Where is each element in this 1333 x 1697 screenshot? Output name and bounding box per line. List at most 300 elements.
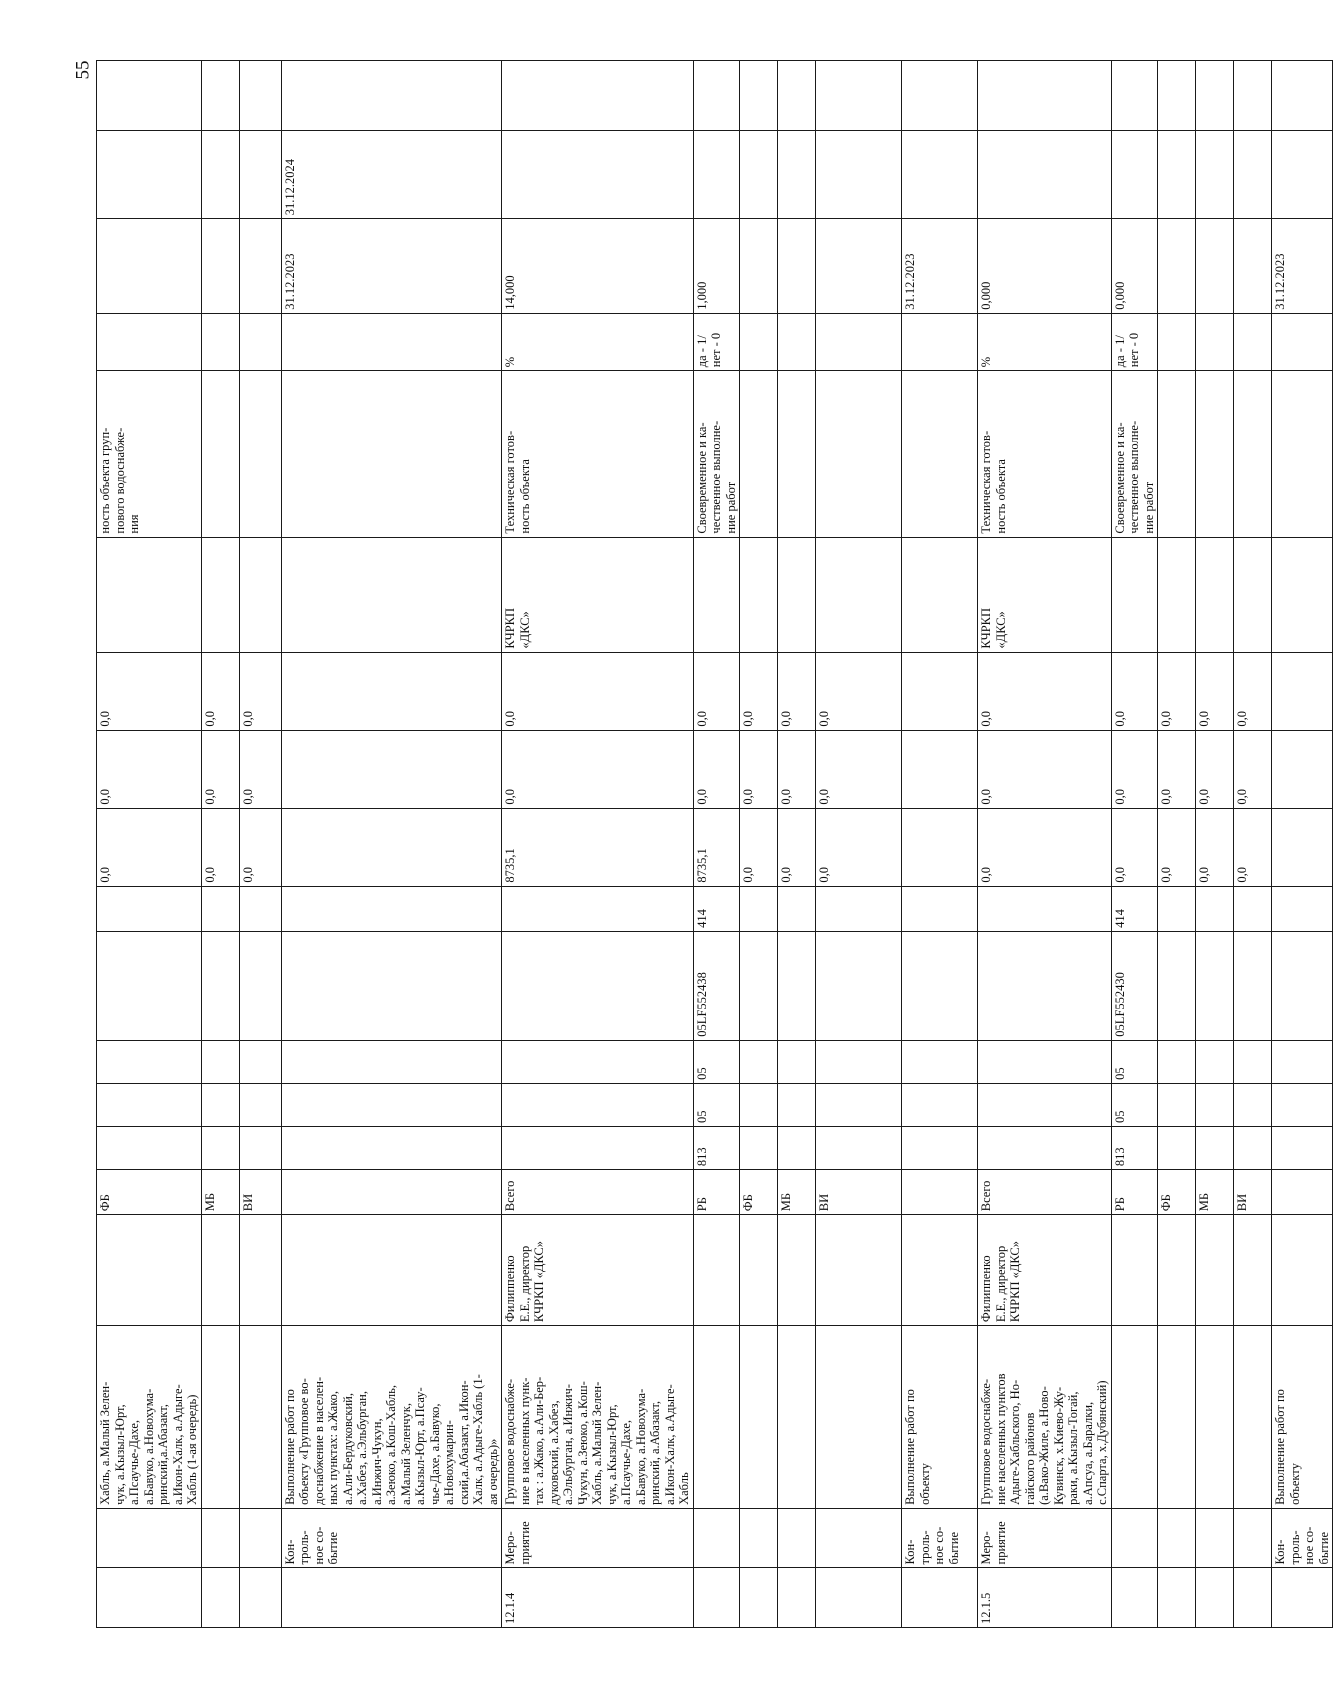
cell-sum-2025: [1272, 652, 1333, 730]
cell-executor: [816, 537, 902, 652]
cell-executor: [740, 537, 778, 652]
cell-unit: [778, 313, 816, 371]
cell-description: [1196, 1326, 1234, 1509]
cell-kbk-csr: [978, 931, 1112, 1040]
cell-type: [1158, 1508, 1196, 1568]
cell-executor: [201, 537, 239, 652]
cell-kbk-vr: [778, 886, 816, 931]
cell-description: [1158, 1326, 1196, 1509]
cell-value-2024: [816, 130, 902, 218]
cell-value-2025: [1158, 61, 1196, 131]
cell-description: Групповое водоснабже- ние в населенных пунк- тах : а.Жако, а.Али-Бер- дуковский, а.Хабез, а.Эльбурган, а.Инжич- Чукун, а.Зеюко, а.Кош- Хабль, а.Малый Зелен- чук, а.Кызыл-Юрт, а.Псаучье-Дахе, а.Бавуко, а.Новохума- ринский, а.Абазакт, а.Икон-Халк, а.Адыге- Хабль: [502, 1326, 694, 1509]
cell-value-2023: [1196, 219, 1234, 313]
table-row: [1196, 61, 1234, 1628]
cell-sum-2025: 0,0: [816, 652, 902, 730]
cell-unit: [201, 313, 239, 371]
cell-kbk-csr: 05LF552430: [1111, 931, 1158, 1040]
table-row: [1234, 61, 1272, 1628]
cell-value-2023: 0,000: [1111, 219, 1158, 313]
cell-kbk-vr: [978, 886, 1112, 931]
cell-type: Меро- приятие: [502, 1508, 694, 1568]
cell-value-2023: 31.12.2023: [281, 219, 502, 313]
cell-sum-2023: 0,0: [1111, 808, 1158, 886]
cell-kbk-vr: [281, 886, 502, 931]
cell-kbk-rz: [1196, 1083, 1234, 1126]
cell-description: [740, 1326, 778, 1509]
cell-indicator: Техническая готов- ность объекта: [978, 371, 1112, 537]
cell-sum-2025: 0,0: [978, 652, 1112, 730]
cell-value-2024: [502, 130, 694, 218]
cell-value-2024: [778, 130, 816, 218]
cell-description: Выполнение работ по объекту: [1272, 1326, 1333, 1509]
cell-sum-2025: [281, 652, 502, 730]
cell-unit: [1234, 313, 1272, 371]
cell-kbk-rz: [902, 1083, 978, 1126]
cell-funding-source: ФБ: [1158, 1170, 1196, 1215]
cell-sum-2024: 0,0: [816, 730, 902, 808]
cell-responsible: [1158, 1215, 1196, 1326]
table-row: [201, 61, 239, 1628]
cell-sum-2023: 8735,1: [502, 808, 694, 886]
cell-sum-2025: 0,0: [239, 652, 281, 730]
cell-item-number: [97, 1568, 202, 1628]
cell-value-2024: [740, 130, 778, 218]
cell-kbk-pr: [1234, 1040, 1272, 1083]
cell-kbk-pr: [281, 1040, 502, 1083]
cell-indicator: [778, 371, 816, 537]
cell-sum-2025: 0,0: [740, 652, 778, 730]
cell-executor: [1158, 537, 1196, 652]
cell-kbk-rz: [1272, 1083, 1333, 1126]
cell-indicator: [902, 371, 978, 537]
cell-sum-2023: 0,0: [740, 808, 778, 886]
cell-sum-2025: 0,0: [502, 652, 694, 730]
cell-value-2025: [902, 61, 978, 131]
cell-indicator: [740, 371, 778, 537]
cell-kbk-vr: [1158, 886, 1196, 931]
cell-kbk-gr: [201, 1126, 239, 1169]
cell-kbk-csr: [502, 931, 694, 1040]
cell-responsible: [281, 1215, 502, 1326]
cell-value-2024: [1234, 130, 1272, 218]
cell-funding-source: МБ: [778, 1170, 816, 1215]
cell-value-2024: [201, 130, 239, 218]
cell-type: [201, 1508, 239, 1568]
cell-sum-2023: 8735,1: [693, 808, 740, 886]
cell-funding-source: ФБ: [97, 1170, 202, 1215]
cell-value-2025: [502, 61, 694, 131]
cell-sum-2025: 0,0: [778, 652, 816, 730]
cell-kbk-csr: [816, 931, 902, 1040]
cell-value-2023: 31.12.2023: [1272, 219, 1333, 313]
cell-executor: [693, 537, 740, 652]
cell-kbk-pr: [1196, 1040, 1234, 1083]
cell-sum-2024: 0,0: [1234, 730, 1272, 808]
cell-kbk-pr: 05: [693, 1040, 740, 1083]
table-row: [816, 61, 902, 1628]
cell-sum-2025: 0,0: [1111, 652, 1158, 730]
cell-unit: да - 1/ нет - 0: [693, 313, 740, 371]
cell-responsible: [239, 1215, 281, 1326]
cell-funding-source: РБ: [1111, 1170, 1158, 1215]
cell-indicator: [239, 371, 281, 537]
cell-sum-2024: 0,0: [978, 730, 1112, 808]
cell-responsible: [778, 1215, 816, 1326]
cell-responsible: [693, 1215, 740, 1326]
cell-responsible: [97, 1215, 202, 1326]
cell-item-number: [1158, 1568, 1196, 1628]
cell-description: [693, 1326, 740, 1509]
cell-value-2024: [1158, 130, 1196, 218]
cell-kbk-vr: [97, 886, 202, 931]
cell-unit: %: [502, 313, 694, 371]
cell-funding-source: РБ: [693, 1170, 740, 1215]
cell-unit: [902, 313, 978, 371]
cell-kbk-gr: [1272, 1126, 1333, 1169]
cell-item-number: 12.1.4: [502, 1568, 694, 1628]
cell-item-number: [902, 1568, 978, 1628]
table-row: [1111, 61, 1158, 1628]
cell-kbk-csr: [239, 931, 281, 1040]
cell-value-2024: [1196, 130, 1234, 218]
cell-unit: [816, 313, 902, 371]
cell-unit: да - 1/ нет - 0: [1111, 313, 1158, 371]
cell-indicator: Своевременное и ка- чественное выполне- ние работ: [1111, 371, 1158, 537]
cell-sum-2025: 0,0: [693, 652, 740, 730]
cell-sum-2023: 0,0: [1196, 808, 1234, 886]
cell-description: [816, 1326, 902, 1509]
table-row: [97, 61, 202, 1628]
cell-kbk-pr: 05: [1111, 1040, 1158, 1083]
cell-executor: КЧРКП «ДКС»: [502, 537, 694, 652]
cell-executor: [1272, 537, 1333, 652]
cell-responsible: [1111, 1215, 1158, 1326]
cell-responsible: [740, 1215, 778, 1326]
cell-item-number: [281, 1568, 502, 1628]
cell-kbk-pr: [239, 1040, 281, 1083]
cell-item-number: [1196, 1568, 1234, 1628]
cell-executor: [778, 537, 816, 652]
table-body: [97, 61, 1333, 1628]
cell-sum-2023: 0,0: [1158, 808, 1196, 886]
cell-unit: %: [978, 313, 1112, 371]
cell-value-2023: [97, 219, 202, 313]
cell-funding-source: ФБ: [740, 1170, 778, 1215]
cell-kbk-csr: [902, 931, 978, 1040]
cell-funding-source: Всего: [978, 1170, 1112, 1215]
cell-executor: [1196, 537, 1234, 652]
cell-kbk-rz: [97, 1083, 202, 1126]
cell-funding-source: [1272, 1170, 1333, 1215]
cell-executor: [97, 537, 202, 652]
cell-value-2024: [1272, 130, 1333, 218]
cell-executor: [1111, 537, 1158, 652]
cell-kbk-rz: [281, 1083, 502, 1126]
cell-sum-2024: 0,0: [201, 730, 239, 808]
cell-sum-2023: 0,0: [97, 808, 202, 886]
cell-item-number: [1111, 1568, 1158, 1628]
cell-type: [693, 1508, 740, 1568]
cell-funding-source: Всего: [502, 1170, 694, 1215]
cell-unit: [1158, 313, 1196, 371]
cell-kbk-rz: [201, 1083, 239, 1126]
cell-value-2025: [201, 61, 239, 131]
cell-sum-2023: 0,0: [816, 808, 902, 886]
cell-item-number: [1272, 1568, 1333, 1628]
cell-value-2024: 31.12.2024: [281, 130, 502, 218]
cell-kbk-pr: [502, 1040, 694, 1083]
cell-responsible: [902, 1215, 978, 1326]
cell-type: [740, 1508, 778, 1568]
cell-kbk-pr: [902, 1040, 978, 1083]
program-measures-table: [96, 60, 1333, 1628]
cell-kbk-gr: [740, 1126, 778, 1169]
cell-value-2025: [1111, 61, 1158, 131]
cell-value-2023: 1,000: [693, 219, 740, 313]
cell-value-2024: [239, 130, 281, 218]
cell-description: [239, 1326, 281, 1509]
cell-description: [201, 1326, 239, 1509]
cell-kbk-gr: 813: [1111, 1126, 1158, 1169]
cell-kbk-gr: [902, 1126, 978, 1169]
cell-executor: [239, 537, 281, 652]
cell-sum-2025: 0,0: [97, 652, 202, 730]
cell-value-2025: [740, 61, 778, 131]
rotated-table-wrapper: [96, 60, 1331, 1628]
table-row: [502, 61, 694, 1628]
cell-sum-2024: 0,0: [1111, 730, 1158, 808]
cell-kbk-gr: [239, 1126, 281, 1169]
cell-kbk-vr: [816, 886, 902, 931]
cell-value-2024: [902, 130, 978, 218]
cell-sum-2024: 0,0: [239, 730, 281, 808]
cell-responsible: [201, 1215, 239, 1326]
cell-type: [97, 1508, 202, 1568]
cell-funding-source: МБ: [201, 1170, 239, 1215]
cell-value-2023: [201, 219, 239, 313]
cell-kbk-rz: [778, 1083, 816, 1126]
cell-value-2025: [1272, 61, 1333, 131]
cell-item-number: 12.1.5: [978, 1568, 1112, 1628]
cell-kbk-gr: [1234, 1126, 1272, 1169]
cell-value-2023: 31.12.2023: [902, 219, 978, 313]
cell-kbk-pr: [978, 1040, 1112, 1083]
cell-kbk-vr: [1234, 886, 1272, 931]
cell-kbk-csr: [1234, 931, 1272, 1040]
cell-kbk-csr: [1196, 931, 1234, 1040]
cell-unit: [97, 313, 202, 371]
cell-responsible: [1196, 1215, 1234, 1326]
cell-responsible: [816, 1215, 902, 1326]
cell-kbk-gr: [281, 1126, 502, 1169]
cell-kbk-vr: [239, 886, 281, 931]
cell-kbk-vr: 414: [693, 886, 740, 931]
cell-kbk-gr: [1196, 1126, 1234, 1169]
table-row: [1272, 61, 1333, 1628]
cell-kbk-gr: [502, 1126, 694, 1169]
cell-funding-source: [902, 1170, 978, 1215]
table-row: [693, 61, 740, 1628]
cell-sum-2023: 0,0: [978, 808, 1112, 886]
cell-item-number: [693, 1568, 740, 1628]
cell-kbk-gr: [778, 1126, 816, 1169]
cell-kbk-gr: 813: [693, 1126, 740, 1169]
cell-type: [778, 1508, 816, 1568]
cell-description: Выполнение работ по объекту: [902, 1326, 978, 1509]
cell-unit: [281, 313, 502, 371]
cell-sum-2024: 0,0: [502, 730, 694, 808]
cell-item-number: [1234, 1568, 1272, 1628]
cell-sum-2023: 0,0: [778, 808, 816, 886]
cell-kbk-gr: [816, 1126, 902, 1169]
cell-kbk-rz: 05: [1111, 1083, 1158, 1126]
cell-sum-2025: 0,0: [1158, 652, 1196, 730]
cell-executor: [281, 537, 502, 652]
cell-value-2025: [1196, 61, 1234, 131]
cell-kbk-rz: [740, 1083, 778, 1126]
cell-kbk-rz: [239, 1083, 281, 1126]
cell-sum-2023: [1272, 808, 1333, 886]
cell-kbk-gr: [978, 1126, 1112, 1169]
cell-type: Меро- приятие: [978, 1508, 1112, 1568]
cell-value-2023: [816, 219, 902, 313]
page-number-text: 55: [72, 60, 93, 80]
cell-kbk-rz: 05: [693, 1083, 740, 1126]
cell-item-number: [778, 1568, 816, 1628]
cell-sum-2024: [902, 730, 978, 808]
cell-funding-source: [281, 1170, 502, 1215]
cell-kbk-pr: [1158, 1040, 1196, 1083]
cell-item-number: [740, 1568, 778, 1628]
cell-value-2025: [978, 61, 1112, 131]
cell-kbk-gr: [1158, 1126, 1196, 1169]
cell-executor: [902, 537, 978, 652]
cell-kbk-csr: [281, 931, 502, 1040]
cell-value-2024: [693, 130, 740, 218]
cell-value-2025: [239, 61, 281, 131]
cell-indicator: [281, 371, 502, 537]
cell-unit: [740, 313, 778, 371]
cell-kbk-rz: [1158, 1083, 1196, 1126]
table-row: [1158, 61, 1196, 1628]
table-row: [239, 61, 281, 1628]
cell-type: [816, 1508, 902, 1568]
cell-sum-2024: 0,0: [97, 730, 202, 808]
cell-kbk-vr: [201, 886, 239, 931]
cell-kbk-pr: [816, 1040, 902, 1083]
cell-kbk-pr: [778, 1040, 816, 1083]
cell-value-2023: [778, 219, 816, 313]
cell-indicator: [1158, 371, 1196, 537]
cell-indicator: [201, 371, 239, 537]
cell-sum-2024: 0,0: [778, 730, 816, 808]
cell-kbk-pr: [97, 1040, 202, 1083]
cell-kbk-gr: [97, 1126, 202, 1169]
cell-unit: [239, 313, 281, 371]
cell-sum-2025: 0,0: [201, 652, 239, 730]
cell-kbk-vr: [740, 886, 778, 931]
cell-kbk-rz: [816, 1083, 902, 1126]
cell-kbk-csr: 05LF552438: [693, 931, 740, 1040]
cell-value-2025: [1234, 61, 1272, 131]
cell-description: [1234, 1326, 1272, 1509]
cell-indicator: Техническая готов- ность объекта: [502, 371, 694, 537]
cell-indicator: [1272, 371, 1333, 537]
cell-value-2023: 14,000: [502, 219, 694, 313]
cell-value-2025: [97, 61, 202, 131]
cell-type: [1196, 1508, 1234, 1568]
cell-kbk-csr: [778, 931, 816, 1040]
cell-type: Кон- троль- ное со- бытие: [902, 1508, 978, 1568]
cell-type: [1111, 1508, 1158, 1568]
cell-sum-2025: 0,0: [1234, 652, 1272, 730]
cell-kbk-vr: [902, 886, 978, 931]
cell-kbk-vr: 414: [1111, 886, 1158, 931]
cell-value-2025: [693, 61, 740, 131]
cell-sum-2023: 0,0: [239, 808, 281, 886]
cell-kbk-vr: [1196, 886, 1234, 931]
cell-indicator: ность объекта груп- пового водоснабже- ния: [97, 371, 202, 537]
cell-funding-source: ВИ: [816, 1170, 902, 1215]
cell-indicator: [1234, 371, 1272, 537]
cell-type: Кон- троль- ное со- бытие: [1272, 1508, 1333, 1568]
cell-sum-2023: [281, 808, 502, 886]
table-row: [281, 61, 502, 1628]
cell-sum-2024: 0,0: [1196, 730, 1234, 808]
cell-kbk-pr: [1272, 1040, 1333, 1083]
cell-sum-2023: [902, 808, 978, 886]
cell-value-2025: [778, 61, 816, 131]
cell-kbk-vr: [502, 886, 694, 931]
cell-item-number: [201, 1568, 239, 1628]
cell-responsible: Филиппенко Е.Е., директор КЧРКП «ДКС»: [978, 1215, 1112, 1326]
cell-funding-source: МБ: [1196, 1170, 1234, 1215]
cell-kbk-pr: [201, 1040, 239, 1083]
cell-kbk-rz: [978, 1083, 1112, 1126]
cell-sum-2024: 0,0: [693, 730, 740, 808]
cell-responsible: [1234, 1215, 1272, 1326]
cell-indicator: Своевременное и ка- чественное выполне- ние работ: [693, 371, 740, 537]
cell-kbk-rz: [1234, 1083, 1272, 1126]
cell-value-2025: [816, 61, 902, 131]
cell-description: [778, 1326, 816, 1509]
table-row: [740, 61, 778, 1628]
cell-item-number: [816, 1568, 902, 1628]
cell-sum-2025: [902, 652, 978, 730]
cell-kbk-csr: [1272, 931, 1333, 1040]
cell-item-number: [239, 1568, 281, 1628]
cell-description: Групповое водоснабже- ние населенных пунктов Адыге-Хабльского, Но- гайского районов (а.Вако-Жиле, а.Ново- Кувинск, х.Киево-Жу- раки, а.Кызыл-Тогай, а.Апсуа, а.Баралки, с.Спарта, х.Дубянский): [978, 1326, 1112, 1509]
cell-value-2024: [1111, 130, 1158, 218]
table-row: [778, 61, 816, 1628]
cell-sum-2025: 0,0: [1196, 652, 1234, 730]
cell-responsible: Филиппенко Е.Е., директор КЧРКП «ДКС»: [502, 1215, 694, 1326]
cell-unit: [1196, 313, 1234, 371]
cell-sum-2024: [281, 730, 502, 808]
cell-description: Выполнение работ по объекту «Групповое во- доснабжение в населен- ных пунктах: а.Жако, а.Али-Бердуковский, а.Хабез, а.Эльбурган, а.Инжич-Чукун, а.Зеюко, а.Кош-Хабль, а.Малый Зеленчук, а.Кызыл-Юрт, а.Псау- чье-Дахе, а.Бавуко, а.Новохумарин- ский,а.Абазакт, а.Икон- Халк, а.Адыге-Хабль (1- ая очередь)»: [281, 1326, 502, 1509]
cell-value-2023: [239, 219, 281, 313]
cell-unit: [1272, 313, 1333, 371]
cell-indicator: [816, 371, 902, 537]
cell-value-2025: [281, 61, 502, 131]
cell-executor: КЧРКП «ДКС»: [978, 537, 1112, 652]
cell-type: [1234, 1508, 1272, 1568]
cell-funding-source: ВИ: [1234, 1170, 1272, 1215]
cell-sum-2024: [1272, 730, 1333, 808]
cell-sum-2024: 0,0: [1158, 730, 1196, 808]
cell-type: Кон- троль- ное со- бытие: [281, 1508, 502, 1568]
cell-sum-2023: 0,0: [1234, 808, 1272, 886]
